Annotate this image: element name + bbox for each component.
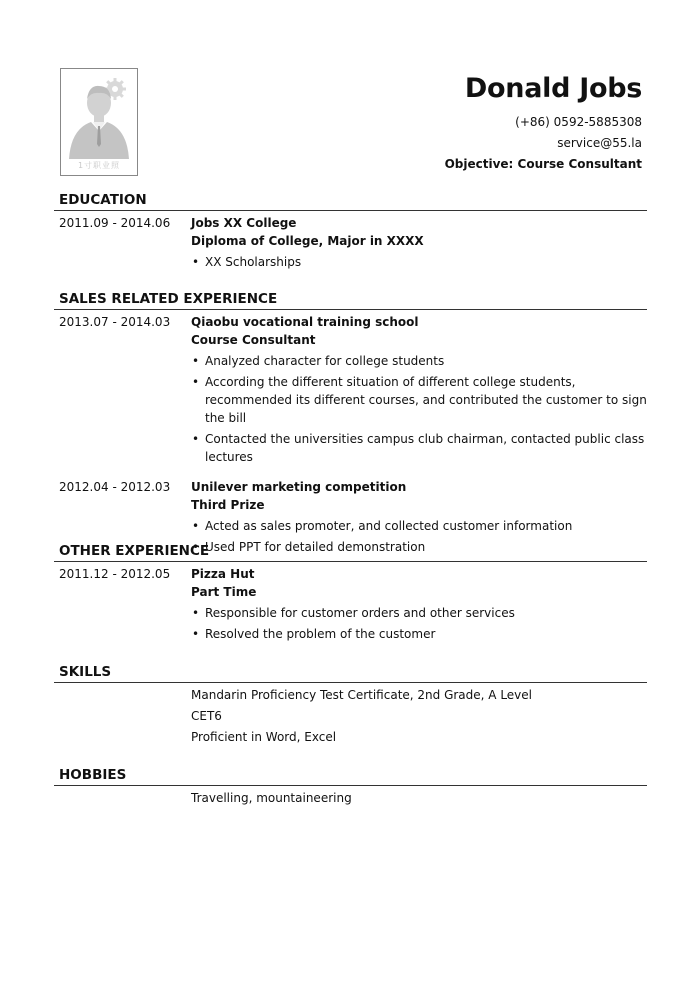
- section-title: EDUCATION: [59, 192, 147, 208]
- entry-date: 2012.04 - 2012.03: [59, 480, 171, 494]
- skill-item: Mandarin Proficiency Test Certificate, 2nd Grade, A Level: [191, 688, 532, 702]
- profile-photo: [60, 68, 138, 176]
- bullet-item: • Used PPT for detailed demonstration: [191, 538, 647, 556]
- bullet-item: • Analyzed character for college students: [191, 352, 647, 370]
- hobby-item: Travelling, mountaineering: [191, 791, 352, 805]
- section-divider: [54, 309, 647, 310]
- entry-role: Course Consultant: [191, 333, 316, 347]
- entry-role: Diploma of College, Major in XXXX: [191, 234, 424, 248]
- entry-organization: Unilever marketing competition: [191, 480, 407, 494]
- candidate-name: Donald Jobs: [464, 73, 642, 104]
- photo-caption: 1寸职业照: [77, 161, 121, 170]
- section-divider: [54, 682, 647, 683]
- section-title: OTHER EXPERIENCE: [59, 543, 210, 559]
- section-divider: [54, 785, 647, 786]
- section-divider: [54, 210, 647, 211]
- section-title: SALES RELATED EXPERIENCE: [59, 291, 278, 307]
- experience-entry: [54, 565, 647, 643]
- other-experience-section: [54, 542, 647, 646]
- entry-organization: Jobs XX College: [191, 216, 297, 230]
- bullet-item: • XX Scholarships: [191, 253, 647, 271]
- email-address: service@55.la: [557, 136, 642, 150]
- skill-item: CET6: [191, 709, 222, 723]
- skills-section: [54, 663, 647, 749]
- bullet-item: • Acted as sales promoter, and collected customer information: [191, 517, 647, 535]
- education-entry: [54, 214, 647, 271]
- sales-experience-section: [54, 290, 647, 559]
- skills-list: [191, 686, 647, 746]
- section-divider: [54, 561, 647, 562]
- skill-item: Proficient in Word, Excel: [191, 730, 337, 744]
- hobbies-list: [191, 789, 647, 807]
- bullet-item: • Resolved the problem of the customer: [191, 625, 647, 643]
- bullet-list: [191, 253, 647, 271]
- phone-number: (+86) 0592-5885308: [515, 115, 642, 129]
- entry-role: Part Time: [191, 585, 257, 599]
- bullet-item: • According the different situation of different college students, recommended its different courses, and contributed the customer to sign the bill: [191, 373, 647, 427]
- entry-date: 2013.07 - 2014.03: [59, 315, 171, 329]
- experience-entry: [54, 313, 647, 466]
- entry-date: 2011.09 - 2014.06: [59, 216, 171, 230]
- hobbies-section: [54, 766, 647, 810]
- education-section: [54, 191, 647, 274]
- bullet-item: • Responsible for customer orders and other services: [191, 604, 647, 622]
- section-title: SKILLS: [59, 664, 112, 680]
- resume-header: [445, 74, 642, 175]
- section-title: HOBBIES: [59, 767, 127, 783]
- entry-role: Third Prize: [191, 498, 265, 512]
- entry-date: 2011.12 - 2012.05: [59, 567, 171, 581]
- entry-organization: Qiaobu vocational training school: [191, 315, 419, 329]
- entry-organization: Pizza Hut: [191, 567, 255, 581]
- objective: Objective: Course Consultant: [444, 157, 642, 171]
- bullet-list: [191, 604, 647, 643]
- bullet-list: [191, 352, 647, 466]
- bullet-item: • Contacted the universities campus club chairman, contacted public class lectures: [191, 430, 647, 466]
